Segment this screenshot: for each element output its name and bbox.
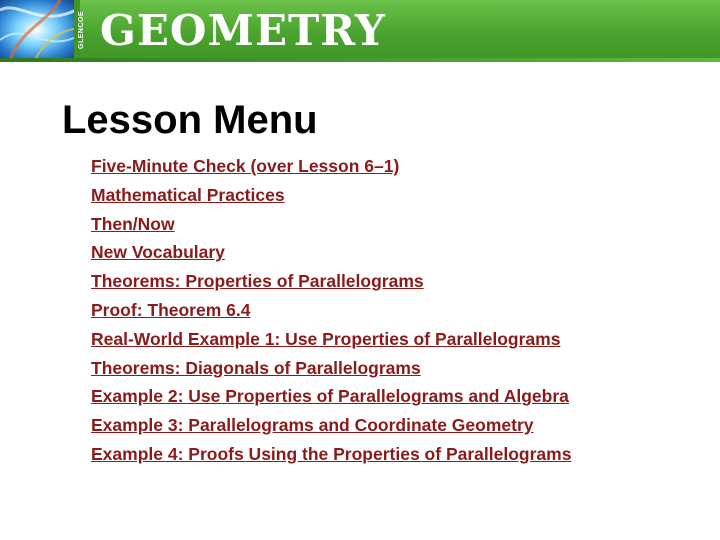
publisher-logo: GLENCOE	[78, 10, 85, 50]
list-item	[91, 152, 571, 181]
list-item	[91, 325, 571, 354]
header-banner	[0, 0, 720, 62]
lesson-menu	[91, 152, 571, 469]
list-item	[91, 267, 571, 296]
list-item	[91, 440, 571, 469]
list-item	[91, 181, 571, 210]
list-item	[91, 296, 571, 325]
menu-link-proof-theorem[interactable]: Proof: Theorem 6.4	[91, 299, 251, 320]
menu-link-theorems-properties[interactable]: Theorems: Properties of Parallelograms	[91, 271, 424, 292]
menu-link-real-world-example-1[interactable]: Real-World Example 1: Use Properties of Parallelograms	[91, 328, 561, 349]
list-item	[91, 238, 571, 267]
page-title: Lesson Menu	[62, 98, 318, 142]
list-item	[91, 411, 571, 440]
menu-link-example-4[interactable]: Example 4: Proofs Using the Properties of Parallelograms	[91, 443, 572, 464]
menu-link-new-vocabulary[interactable]: New Vocabulary	[91, 242, 225, 263]
menu-link-example-2[interactable]: Example 2: Use Properties of Parallelograms and Algebra	[91, 386, 569, 407]
list-item	[91, 354, 571, 383]
menu-link-then-now[interactable]: Then/Now	[91, 213, 175, 234]
book-cover-icon	[0, 0, 80, 60]
menu-link-example-3[interactable]: Example 3: Parallelograms and Coordinate Geometry	[91, 415, 534, 436]
menu-link-mathematical-practices[interactable]: Mathematical Practices	[91, 184, 285, 205]
list-item	[91, 210, 571, 239]
list-item	[91, 382, 571, 411]
book-title: GEOMETRY	[100, 6, 386, 55]
menu-link-theorems-diagonals[interactable]: Theorems: Diagonals of Parallelograms	[91, 357, 421, 378]
menu-link-five-minute-check[interactable]: Five-Minute Check (over Lesson 6–1)	[91, 156, 400, 176]
